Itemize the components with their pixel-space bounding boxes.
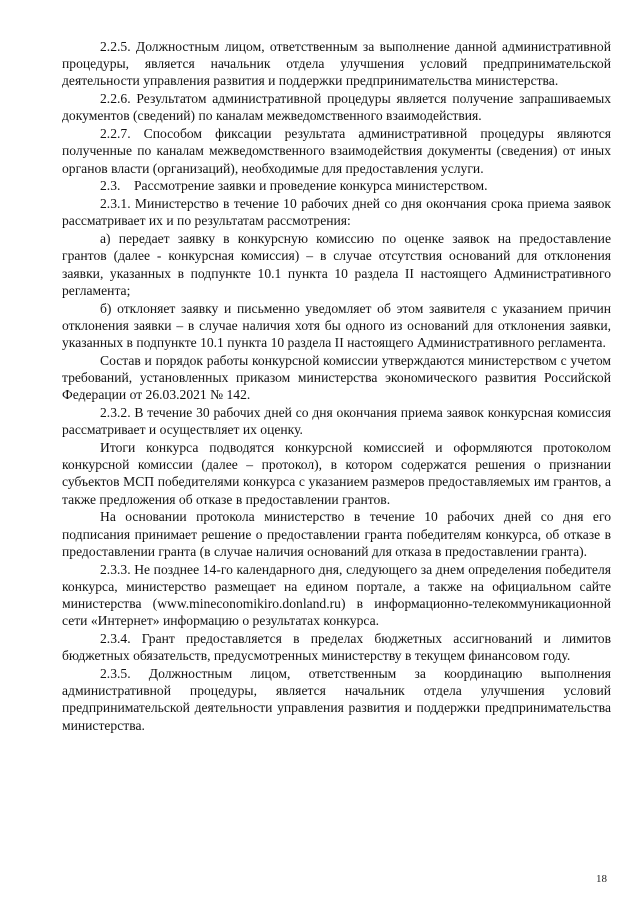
paragraph-2-3-2: 2.3.2. В течение 30 рабочих дней со дня окончания приема заявок конкурсная комиссия рассматривает и осуществляет их оценку.	[62, 405, 611, 438]
paragraph-2-2-6: 2.2.6. Результатом административной процедуры является получение запрашиваемых документов (сведений) по каналам межведомственного взаимодействия.	[62, 91, 611, 124]
document-body	[62, 38, 611, 734]
paragraph-results-protocol: Итоги конкурса подводятся конкурсной комиссией и оформляются протоколом конкурсной комиссии (далее – протокол), в котором содержатся решения о признании субъектов МСП победителями конкурса с указанием размеров предоставляемых им грантов, а также предложения об отказе в предоставлении грантов.	[62, 440, 611, 507]
paragraph-2-3-4: 2.3.4. Грант предоставляется в пределах бюджетных ассигнований и лимитов бюджетных обязательств, предусмотренных министерству в текущем финансовом году.	[62, 631, 611, 664]
paragraph-item-a: а) передает заявку в конкурсную комиссию по оценке заявок на предоставление грантов (далее - конкурсная комиссия) – в случае отсутствия оснований для отклонения заявки, указанных в подпункте 10.1 пункта 10 раздела II настоящего Административного регламента;	[62, 231, 611, 298]
paragraph-decision: На основании протокола министерство в течение 10 рабочих дней со дня его подписания принимает решение о предоставлении гранта победителям конкурса, об отказе в предоставлении гранта (в случае наличия оснований для отказа в предоставлении гранта).	[62, 509, 611, 559]
paragraph-2-3-3: 2.3.3. Не позднее 14-го календарного дня, следующего за днем определения победителя конкурса, министерство размещает на едином портале, а также на официальном сайте министерства (www.mineconomikiro.donland.ru) в информационно-телекоммуникационной сети «Интернет» информацию о результатах конкурса.	[62, 561, 611, 629]
paragraph-2-3-5: 2.3.5. Должностным лицом, ответственным за координацию выполнения административной процедуры, является начальник отдела улучшения условий предпринимательской деятельности управления развития и поддержки предпринимательства министерства.	[62, 666, 611, 733]
paragraph-2-2-7: 2.2.7. Способом фиксации результата административной процедуры являются полученные по каналам межведомственного взаимодействия документы (сведения) от иных органов власти (организаций), необходимые для предоставления услуги.	[62, 126, 611, 176]
section-heading-2-3: 2.3. Рассмотрение заявки и проведение конкурса министерством.	[100, 178, 488, 194]
paragraph-2-3-1: 2.3.1. Министерство в течение 10 рабочих дней со дня окончания срока приема заявок рассматривает их и по результатам рассмотрения:	[62, 196, 611, 229]
paragraph-item-b: б) отклоняет заявку и письменно уведомляет об этом заявителя с указанием причин отклонения заявки – в случае наличия хотя бы одного из оснований для отклонения заявки, указанных в подпункте 10.1 пункта 10 раздела II настоящего Административного регламента.	[62, 300, 611, 351]
page-number: 18	[596, 873, 607, 885]
paragraph-commission-composition: Состав и порядок работы конкурсной комиссии утверждаются министерством с учетом требований, установленных приказом министерства экономического развития Российской Федерации от 26.03.2021 № 142.	[62, 352, 611, 403]
paragraph-2-2-5: 2.2.5. Должностным лицом, ответственным за выполнение данной административной процедуры, является начальник отдела улучшения условий предпринимательской деятельности управления развития и поддержки предпринимательства министерства.	[62, 39, 611, 89]
